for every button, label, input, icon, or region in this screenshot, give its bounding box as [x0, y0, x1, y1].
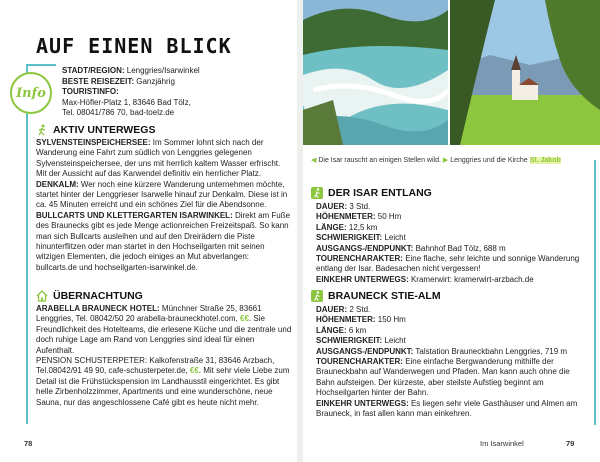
page-title: AUF EINEN BLICK	[36, 34, 232, 58]
detail-line: LÄNGE: 12,5 km	[316, 222, 378, 232]
paragraph: DENKALM: Wer noch eine kürzere Wanderung unternehmen möchte, startet hinter der Lenggrieser Isarwelle hinauf zur Denkalm. Diese ist in ca. 45 Minuten erreicht und ein schönes Ziel für die Abendsonne.	[36, 179, 288, 210]
section-heading-accommodation: ÜBERNACHTUNG	[36, 290, 143, 302]
triangle-right-icon: ▶	[442, 157, 449, 164]
photo-lenggries-church	[450, 0, 600, 145]
hiker-icon	[311, 187, 323, 199]
tour-heading-brauneck: BRAUNECK STIE-ALM	[311, 290, 441, 302]
footer-region: Im Isarwinkel	[480, 439, 524, 448]
info-badge-label: Info	[16, 85, 46, 101]
info-badge	[10, 72, 52, 114]
detail-line: EINKEHR UNTERWEGS: Es liegen sehr viele Gasthäuser und Almen am Brauneck, in fast allen kann man einkehren.	[316, 398, 578, 419]
paragraph: SYLVENSTEINSPEICHERSEE: Im Sommer lohnt sich nach der Wanderung eine Fahrt zum südlich von Lenggries gelegenen Sylvensteinspeichersee, der uns mit herrlich kaltem Wasser erfrischt. Mit der Aussicht auf das Karwendel definitiv ein herrlicher Platz.	[36, 138, 281, 179]
accommodation-text	[36, 304, 292, 408]
house-icon	[36, 290, 48, 302]
info-frame-top	[26, 64, 56, 66]
info-line: TOURISTINFO:	[62, 87, 119, 97]
detail-line: DAUER: 3 Std.	[316, 202, 371, 211]
hiker-icon	[36, 124, 48, 136]
photo-isar-river	[303, 0, 448, 145]
paragraph: ARABELLA BRAUNECK HOTEL: Münchner Straße 25, 83661 Lenggries, Tel. 08042/50 20 arabella-brauneckhotel.com, €€. Sie Freundlichkeit des Hotelteams, die erlesene Küche und die zentrale und doch ruhige Lage am Rand von Lenggries sind ideal für einen Aufenthalt.	[36, 304, 292, 355]
detail-line: TOURENCHARAKTER: Eine flache, sehr leichte und sonnige Wanderung entlang der Isar. Badesachen nicht vergessen!	[316, 254, 580, 274]
info-line: Max-Höfler-Platz 1, 83646 Bad Tölz,	[62, 97, 191, 107]
paragraph: PENSION SCHUSTERPETER: Kalkofenstraße 31, 83646 Arzbach, Tel.08042/91 49 90, cafe-schusterpeter.de, €€. Mit sehr viele Liebe zum Detail ist die Frühstückspension im Landhausstil eingerichtet. Es gibt helle Zirbenholzzimmer, Apartments und eine wunderschöne, neue Sauna, nur das angeschlossene Café gibt es heute nicht mehr.	[36, 356, 290, 407]
detail-line: DAUER: 2 Std.	[316, 305, 371, 314]
triangle-left-icon: ◀	[311, 157, 317, 164]
activities-text	[36, 138, 292, 273]
info-line: STADT/REGION: Lenggries/Isarwinkel	[62, 66, 200, 75]
detail-line: SCHWIERIGKEIT: Leicht	[316, 233, 406, 243]
section-heading-activities: AKTIV UNTERWEGS	[36, 124, 155, 136]
detail-line: SCHWIERIGKEIT: Leicht	[316, 336, 406, 346]
paragraph: BULLCARTS UND KLETTERGARTEN ISARWINKEL: Direkt am Fuße des Braunecks gibt es jede Menge actionreichen Freizeitspaß. So kann man sich Bullcarts ausleihen und auf den Dreirädern die Piste hinunterflitzen oder man startet in den Hochseilgarten mit seinen witzigen Elementen, die jedoch einiges an Mut abverlangen: bullcarts.de und hochseilgarten-isarwinkel.de.	[36, 210, 291, 272]
info-box	[62, 66, 292, 119]
photo-caption: ◀ Die Isar rauscht an einigen Stellen wild. ▶ Lenggries und die Kirche St. Jakob	[311, 157, 561, 164]
info-line: Tel. 08041/786 70, bad-toelz.de	[62, 108, 175, 118]
detail-line: HÖHENMETER: 50 Hm	[316, 212, 402, 222]
tour-details-brauneck	[316, 305, 588, 419]
detail-line: EINKEHR UNTERWEGS: Kramerwirt: kramerwirt-arzbach.de	[316, 274, 534, 284]
detail-line: AUSGANGS-/ENDPUNKT: Bahnhof Bad Tölz, 688 m	[316, 243, 506, 253]
page-number-right: 79	[566, 439, 575, 448]
info-frame-line	[26, 64, 28, 424]
detail-line: AUSGANGS-/ENDPUNKT: Talstation Brauneckbahn Lenggries, 719 m	[316, 346, 568, 356]
hiker-icon	[311, 290, 323, 302]
tour-details-isar	[316, 202, 588, 285]
page-number-left: 78	[24, 439, 33, 448]
tour-heading-isar: DER ISAR ENTLANG	[311, 187, 432, 199]
tour-frame-line	[594, 160, 596, 425]
info-line: BESTE REISEZEIT: Ganzjährig	[62, 76, 175, 86]
detail-line: LÄNGE: 6 km	[316, 325, 367, 335]
detail-line: TOURENCHARAKTER: Eine einfache Bergwanderung mithilfe der Brauneckbahn auf Wanderwegen und Pfaden. Man kann auch ohne die Bahn aufsteigen. Der kürzeste, aber steilste Aufstieg beginnt am Hochseilgarten hinter der Bahn.	[316, 357, 570, 398]
detail-line: HÖHENMETER: 150 Hm	[316, 315, 406, 325]
